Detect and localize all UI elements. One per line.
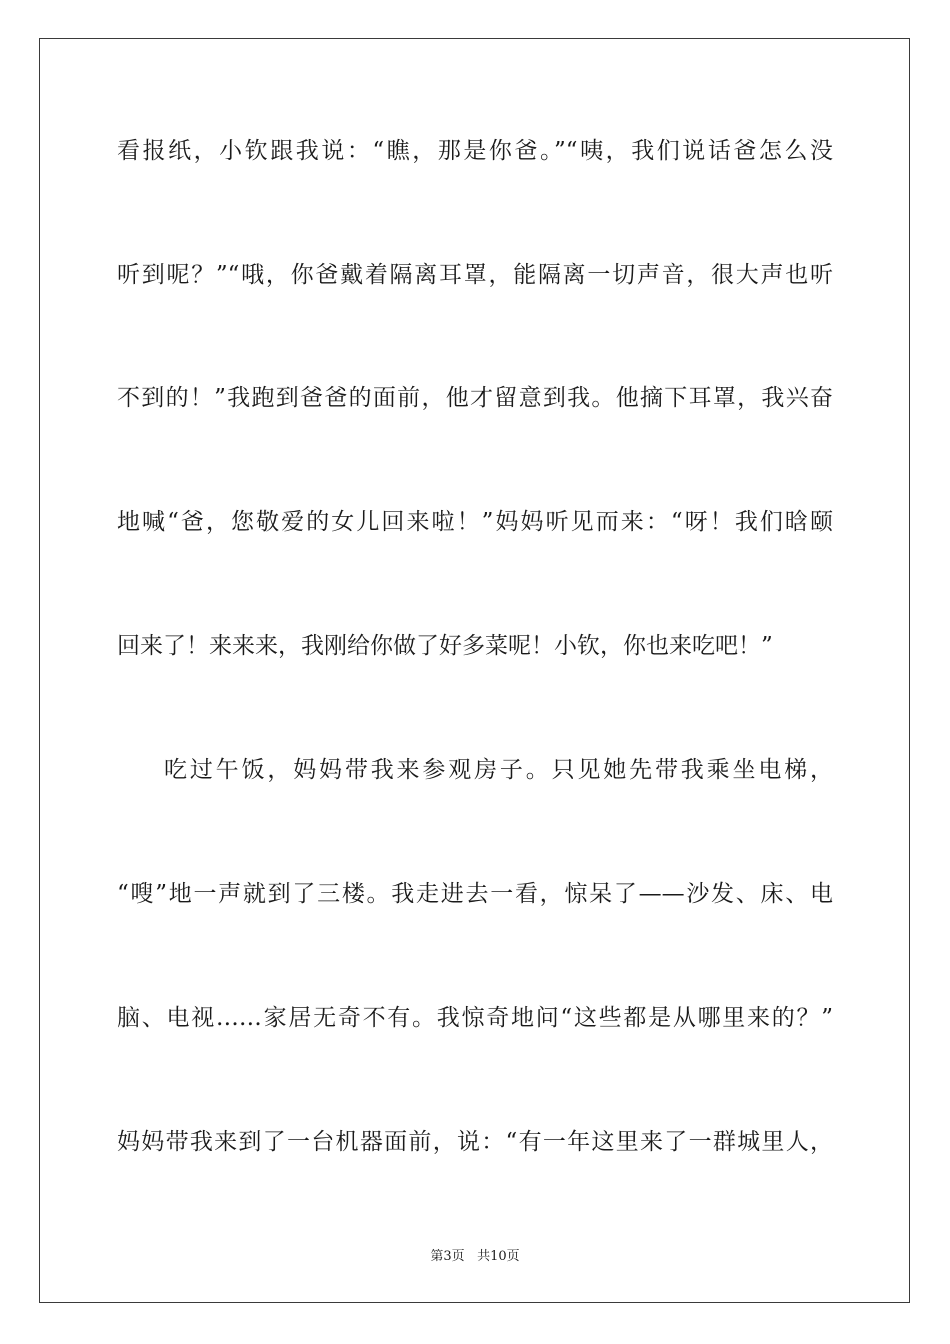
page-number: 第3页	[430, 1249, 465, 1264]
text-line-8: 脑、电视……家居无奇不有。我惊奇地问“这些都是从哪里来的？”	[117, 1005, 833, 1031]
page-footer	[0, 1248, 950, 1266]
page-total: 共10页	[477, 1249, 520, 1264]
text-line-9: 妈妈带我来到了一台机器面前，说：“有一年这里来了一群城里人，	[117, 1129, 833, 1155]
text-line-3: 不到的！”我跑到爸爸的面前，他才留意到我。他摘下耳罩，我兴奋	[117, 385, 833, 411]
page-border	[39, 38, 910, 1303]
text-line-6: 吃过午饭，妈妈带我来参观房子。只见她先带我乘坐电梯，	[164, 757, 833, 783]
text-line-7: “嗖”地一声就到了三楼。我走进去一看，惊呆了——沙发、床、电	[117, 881, 833, 907]
text-line-2: 听到呢？”“哦，你爸戴着隔离耳罩，能隔离一切声音，很大声也听	[117, 262, 833, 288]
text-line-5: 回来了！来来来，我刚给你做了好多菜呢！小钦，你也来吃吧！”	[117, 633, 773, 659]
text-line-1: 看报纸，小钦跟我说：“瞧，那是你爸。”“咦，我们说话爸怎么没	[117, 138, 833, 164]
text-line-4: 地喊“爸，您敬爱的女儿回来啦！”妈妈听见而来：“呀！我们晗颐	[117, 509, 833, 535]
